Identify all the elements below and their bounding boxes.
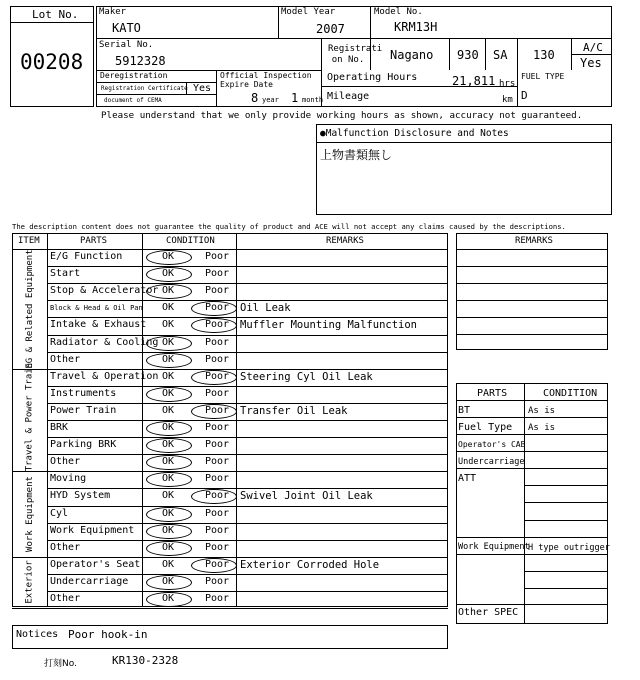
row-line [47, 352, 448, 353]
disclaimer: The description content does not guarantee the quality of product and ACE will not accept any claims caused by the descriptions. [12, 222, 566, 231]
ok-option: OK [162, 558, 175, 570]
poor-option: Poor [205, 507, 230, 519]
bt-value: As is [528, 406, 556, 416]
ok-option: OK [162, 593, 175, 604]
ok-option: OK [162, 422, 175, 433]
group-divider-item [12, 608, 47, 609]
lot-divider [10, 22, 94, 23]
poor-option: Poor [205, 285, 230, 297]
operating-hours-label: Operating Hours [327, 72, 418, 83]
header-condition: CONDITION [166, 236, 215, 246]
registration-cert-value: Yes [193, 83, 212, 94]
poor-option: Poor [205, 404, 230, 416]
poor-option: Poor [205, 422, 230, 433]
hrs-unit: hrs [499, 79, 516, 89]
mileage-label: Mileage [327, 91, 370, 102]
model-year-value: 2007 [316, 22, 345, 36]
ok-selected-oval [146, 507, 192, 522]
row-line [47, 488, 448, 489]
ok-option: OK [162, 319, 175, 331]
hdr-v9 [216, 70, 217, 107]
notices-text: Poor hook-in [68, 628, 148, 641]
model-year-label: Model Year [281, 7, 336, 17]
poor-option: Poor [205, 490, 230, 502]
row-line [47, 506, 448, 507]
ok-option: OK [162, 387, 175, 399]
right-parts-row-line [456, 468, 608, 469]
registration-label [328, 44, 383, 66]
hdr-h1 [96, 38, 612, 39]
poor-option: Poor [205, 319, 230, 331]
part-label: Undercarriage [50, 575, 129, 587]
ok-option: OK [162, 302, 175, 314]
ok-option: OK [162, 507, 175, 519]
ok-selected-oval [146, 524, 192, 539]
ok-selected-oval [146, 421, 192, 436]
lot-no-label: Lot No. [32, 8, 79, 21]
malfunction-divider [316, 142, 612, 143]
registration-label-text: Registrati on No. [328, 44, 383, 65]
remark-text: Steering Cyl Oil Leak [240, 370, 373, 383]
ok-option: OK [162, 490, 175, 502]
fuel-type-value: D [521, 89, 528, 102]
part-label: Other [50, 353, 81, 365]
part-label: Work Equipment [50, 524, 135, 536]
poor-selected-oval [191, 404, 237, 419]
cema-label: document of CEMA [104, 97, 162, 104]
row-line [47, 386, 448, 387]
right-remarks-row-line [456, 300, 608, 301]
stamp-label: 打刻No. [44, 659, 77, 669]
part-label: E/G Function [50, 251, 123, 262]
inspection-years: 8 [251, 91, 259, 105]
registration-code: 130 [533, 48, 555, 62]
inspection-label [220, 71, 318, 89]
poor-option: Poor [205, 336, 230, 348]
row-line [47, 591, 448, 592]
registration-class: SA [493, 48, 508, 62]
part-label: Radiator & Cooling [50, 336, 159, 348]
group-divider [47, 608, 448, 609]
part-label: Intake & Exhaust [50, 319, 147, 331]
row-line [47, 437, 448, 438]
fuel-value: As is [528, 423, 556, 433]
ok-selected-oval [146, 592, 192, 607]
part-label: Other [50, 541, 81, 553]
right-parts-row-line [456, 554, 608, 555]
group-divider [47, 471, 448, 472]
ac-label: A/C [583, 41, 603, 54]
ok-option: OK [162, 575, 175, 587]
remark-text: Exterior Corroded Hole [240, 558, 380, 571]
poor-option: Poor [205, 593, 230, 604]
ok-option: OK [162, 456, 175, 468]
right-parts-cond-line [524, 571, 608, 572]
row-line [47, 454, 448, 455]
notices-label: Notices [16, 629, 59, 640]
ok-option: OK [162, 285, 175, 297]
part-label: Stop & Accelerator [50, 285, 159, 297]
month-unit: month [302, 96, 324, 104]
ok-option: OK [162, 439, 175, 451]
ok-selected-oval [146, 267, 192, 282]
registration-num: 930 [457, 48, 479, 62]
poor-option: Poor [205, 439, 230, 451]
group-divider [47, 557, 448, 558]
serial-no-value: 5912328 [115, 54, 166, 68]
right-remarks-box [456, 233, 608, 350]
right-parts-row-line [456, 434, 608, 435]
hdr-v7 [517, 38, 518, 107]
ok-selected-oval [146, 353, 192, 368]
right-parts-row-line [456, 417, 608, 418]
work-equipment-value: H type outrigger [528, 543, 610, 553]
hdr-v6 [485, 38, 486, 70]
cab-label: Operator's CAB [458, 440, 526, 449]
right-parts-row-line [456, 537, 608, 538]
inspection-label-text: Official Inspection Expire Date [220, 71, 312, 89]
row-line [47, 574, 448, 575]
part-label: Other [50, 593, 81, 604]
right-remarks-row-line [456, 266, 608, 267]
poor-option: Poor [205, 541, 230, 553]
header-remarks: REMARKS [326, 236, 364, 246]
other-spec-label: Other SPEC [458, 607, 519, 618]
undercarriage-label: Undercarriage [458, 457, 525, 467]
inspection-months: 1 [291, 91, 299, 105]
row-line [47, 540, 448, 541]
ok-option: OK [162, 370, 175, 382]
registration-cert-label: Registration Certificate [101, 85, 188, 92]
bt-label: BT [458, 405, 471, 416]
hdr-v1 [278, 6, 279, 38]
ok-selected-oval [146, 250, 192, 265]
model-no-label: Model No. [374, 7, 423, 17]
poor-option: Poor [205, 456, 230, 468]
maker-label: Maker [99, 7, 127, 17]
ok-selected-oval [146, 541, 192, 556]
right-parts-header: PARTS [477, 388, 508, 399]
fuel-label: Fuel Type [458, 422, 513, 433]
operating-hours-value: 21,811 [452, 74, 496, 88]
ok-option: OK [162, 353, 175, 365]
remark-text: Transfer Oil Leak [240, 404, 348, 417]
group-divider [47, 369, 448, 370]
serial-no-label: Serial No. [99, 40, 154, 50]
deregistration-label: Deregistration [100, 71, 168, 80]
right-parts-cond-line [524, 520, 608, 521]
row-line [47, 300, 448, 301]
hdr-v4 [370, 38, 371, 70]
stamp-value: KR130-2328 [112, 654, 179, 667]
ac-value: Yes [580, 56, 602, 70]
header-item: ITEM [18, 236, 40, 246]
part-label: Instruments [50, 387, 117, 399]
part-label: Parking BRK [50, 439, 117, 451]
row-line [47, 283, 448, 284]
table-header-line [12, 249, 448, 250]
right-remarks-row-line [456, 334, 608, 335]
part-label: Power Train [50, 404, 117, 416]
right-remarks-title: REMARKS [515, 236, 553, 246]
ok-selected-oval [146, 575, 192, 590]
right-parts-row-line [456, 604, 608, 605]
part-label: BRK [50, 422, 69, 433]
part-label: HYD System [50, 490, 111, 502]
part-label: Travel & Operation [50, 370, 159, 382]
row-line [47, 523, 448, 524]
poor-option: Poor [205, 558, 230, 570]
row-line [47, 335, 448, 336]
part-label: Operator's Seat [50, 558, 141, 570]
poor-option: Poor [205, 302, 230, 314]
ok-selected-oval [146, 438, 192, 453]
model-no-value: KRM13H [394, 20, 438, 34]
header-parts: PARTS [80, 236, 108, 246]
group-label: Work Equipment [24, 476, 35, 552]
hdr-h6 [571, 54, 612, 55]
poor-option: Poor [205, 370, 230, 382]
fuel-type-label: FUEL TYPE [521, 72, 565, 81]
part-label: Cyl [50, 507, 69, 519]
hdr-v8 [571, 38, 572, 70]
part-label: Block & Head & Oil Pan [50, 304, 143, 313]
poor-selected-oval [191, 370, 237, 385]
remark-text: Swivel Joint Oil Leak [240, 490, 373, 503]
poor-option: Poor [205, 473, 230, 485]
right-parts-cond-line [524, 588, 608, 589]
part-label: Moving [50, 473, 87, 485]
ok-option: OK [162, 251, 175, 262]
maker-value: KATO [112, 21, 141, 35]
malfunction-body: 上物書類無し [320, 148, 393, 162]
remark-text: Oil Leak [240, 302, 291, 315]
right-remarks-row-line [456, 283, 608, 284]
year-unit: year [262, 96, 279, 104]
group-label: Exterior [24, 560, 35, 605]
right-parts-cond-line [524, 485, 608, 486]
ok-option: OK [162, 524, 175, 536]
working-hours-notice: Please understand that we only provide working hours as shown, accuracy not guaranteed. [101, 110, 583, 121]
part-label: Other [50, 456, 81, 468]
poor-option: Poor [205, 524, 230, 536]
hdr-h4 [96, 94, 216, 95]
ok-selected-oval [146, 336, 192, 351]
row-line [47, 266, 448, 267]
group-label: EG & Related Equipment [24, 249, 35, 369]
right-remarks-row-line [456, 249, 608, 250]
hdr-v2 [370, 6, 371, 38]
row-line [47, 317, 448, 318]
malfunction-title: ●Malfunction Disclosure and Notes [320, 128, 509, 139]
km-unit: km [502, 95, 513, 105]
right-parts-row-line [456, 400, 608, 401]
att-label: ATT [458, 473, 477, 484]
poor-option: Poor [205, 387, 230, 399]
poor-option: Poor [205, 251, 230, 262]
ok-option: OK [162, 268, 175, 280]
ok-option: OK [162, 541, 175, 553]
work-equipment-label: Work Equipment [458, 542, 530, 552]
poor-option: Poor [205, 353, 230, 365]
ok-option: OK [162, 404, 175, 416]
right-parts-row-line [456, 451, 608, 452]
hdr-v5 [449, 38, 450, 70]
group-label: Travel & Power Train [24, 362, 35, 472]
poor-selected-oval [191, 558, 237, 573]
lot-no: 00208 [20, 50, 84, 74]
right-condition-header: CONDITION [543, 388, 598, 399]
ok-selected-oval [146, 387, 192, 402]
part-label: Start [50, 268, 81, 280]
registration-place: Nagano [390, 48, 434, 62]
right-remarks-row-line [456, 317, 608, 318]
remark-text: Muffler Mounting Malfunction [240, 319, 418, 332]
row-line [47, 403, 448, 404]
poor-option: Poor [205, 575, 230, 587]
right-parts-cond-line [524, 502, 608, 503]
poor-option: Poor [205, 268, 230, 280]
ok-option: OK [162, 336, 175, 348]
row-line [47, 420, 448, 421]
ok-option: OK [162, 473, 175, 485]
